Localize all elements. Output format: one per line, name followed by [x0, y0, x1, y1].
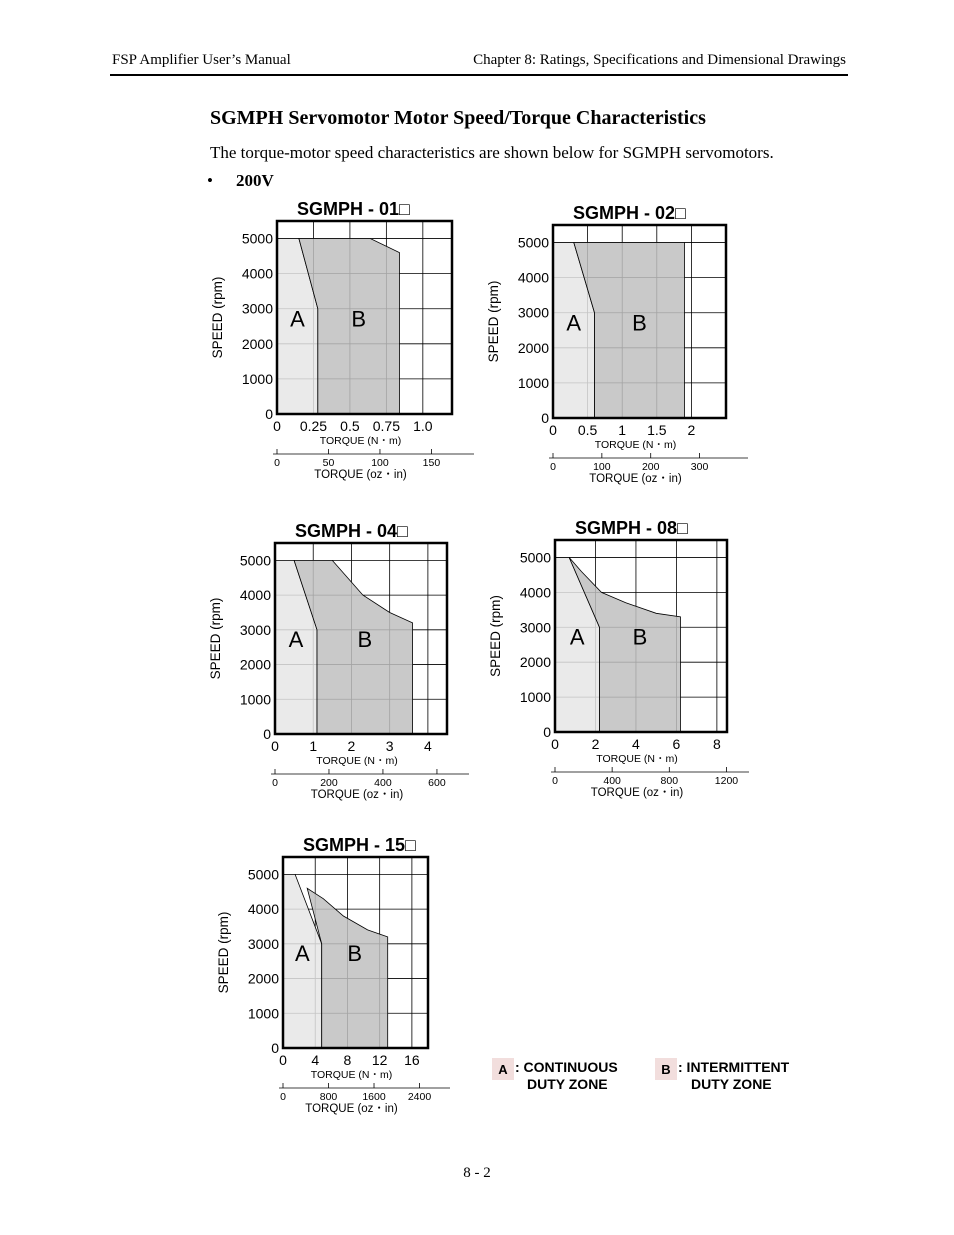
secondary-tick-label: 400 — [374, 777, 392, 789]
legend-key-b: B — [661, 1062, 671, 1077]
x-tick-label: 1.5 — [647, 422, 667, 438]
y-axis-label: SPEED (rpm) — [210, 276, 225, 359]
x-tick-label: 8 — [712, 736, 721, 752]
x-tick-label: 2 — [347, 738, 356, 754]
y-tick-label: 0 — [265, 406, 273, 422]
y-tick-label: 0 — [543, 724, 551, 740]
y-tick-label: 4000 — [239, 587, 271, 604]
y-axis-label: SPEED (rpm) — [216, 911, 231, 994]
y-tick-label: 4000 — [519, 584, 551, 601]
y-tick-label: 4000 — [517, 269, 549, 286]
y-tick-label: 4000 — [241, 265, 273, 282]
zone-b-label: B — [632, 624, 648, 650]
x-tick-label: 0 — [271, 738, 279, 754]
secondary-tick-label: 800 — [319, 1091, 338, 1103]
legend-key-a: A — [498, 1062, 508, 1077]
zone-a-label: A — [290, 306, 305, 332]
secondary-tick-label: 2400 — [407, 1091, 432, 1103]
x-tick-label: 0.5 — [577, 422, 598, 438]
y-tick-label: 1000 — [241, 370, 273, 387]
intro-paragraph: The torque-motor speed characteristics are shown below for SGMPH servomotors. — [210, 143, 774, 162]
page-number: 8 - 2 — [463, 1165, 491, 1181]
header-chapter-title: Chapter 8: Ratings, Specifications and Dimensional Drawings — [473, 52, 846, 68]
y-tick-label: 1000 — [247, 1005, 279, 1022]
y-tick-label: 2000 — [517, 339, 549, 356]
zone-b-label: B — [347, 941, 363, 967]
zone-b-label: B — [357, 627, 373, 653]
x-tick-label: 4 — [423, 738, 432, 754]
y-tick-label: 5000 — [517, 234, 549, 251]
secondary-tick-label: 200 — [641, 461, 660, 473]
y-axis-label: SPEED (rpm) — [208, 597, 223, 680]
y-tick-label: 0 — [541, 410, 549, 426]
chart-5 — [279, 857, 450, 1088]
y-tick-label: 2000 — [247, 970, 279, 987]
y-tick-label: 1000 — [519, 689, 551, 706]
secondary-axis-label: TORQUE (oz・in) — [314, 469, 407, 481]
x-tick-label: 1.0 — [413, 418, 433, 434]
x-tick-label: 3 — [385, 738, 394, 754]
secondary-axis-label: TORQUE (oz・in) — [590, 787, 684, 799]
y-tick-label: 2000 — [519, 654, 551, 671]
chart-3 — [271, 543, 469, 774]
zone-b-label: B — [351, 306, 367, 332]
secondary-tick-label: 1200 — [714, 775, 739, 787]
zone-b-label: B — [632, 310, 647, 336]
y-tick-label: 0 — [271, 1040, 279, 1056]
x-axis-label: TORQUE (N・m) — [310, 1069, 393, 1081]
x-tick-label: 0.75 — [372, 418, 400, 434]
secondary-tick-label: 0 — [274, 457, 280, 469]
x-tick-label: 0 — [279, 1052, 287, 1068]
secondary-tick-label: 0 — [272, 777, 278, 789]
x-axis-label: TORQUE (N・m) — [316, 755, 398, 767]
y-tick-label: 2000 — [239, 656, 271, 673]
legend-b-line1: : INTERMITTENT — [678, 1059, 790, 1075]
section-title: SGMPH Servomotor Motor Speed/Torque Characteristics — [210, 107, 706, 129]
bullet-dot: • — [207, 171, 213, 190]
y-axis-label: SPEED (rpm) — [488, 595, 503, 677]
legend-b-line2: DUTY ZONE — [691, 1076, 772, 1092]
x-axis-label: TORQUE (N・m) — [319, 435, 402, 447]
y-tick-label: 5000 — [519, 549, 551, 566]
x-tick-label: 1 — [618, 422, 627, 438]
chart-title: SGMPH - 15□ — [303, 835, 416, 855]
secondary-axis-label: TORQUE (oz・in) — [305, 1103, 398, 1115]
secondary-tick-label: 300 — [690, 461, 709, 473]
y-tick-label: 4000 — [247, 901, 279, 918]
secondary-tick-label: 100 — [593, 461, 611, 473]
chart-title: SGMPH - 02□ — [573, 203, 686, 223]
y-tick-label: 3000 — [247, 935, 279, 952]
secondary-axis-label: TORQUE (oz・in) — [310, 789, 404, 801]
x-tick-label: 0 — [273, 418, 281, 434]
x-tick-label: 2 — [687, 422, 696, 438]
voltage-bullet: 200V — [236, 171, 274, 190]
secondary-tick-label: 600 — [428, 777, 446, 789]
chart-title: SGMPH - 08□ — [575, 518, 688, 538]
y-tick-label: 5000 — [241, 230, 273, 247]
x-tick-label: 12 — [371, 1052, 388, 1068]
y-tick-label: 3000 — [517, 304, 549, 321]
secondary-tick-label: 0 — [550, 461, 556, 473]
secondary-tick-label: 150 — [422, 457, 441, 469]
y-tick-label: 2000 — [241, 335, 273, 352]
x-tick-label: 2 — [591, 736, 600, 752]
x-tick-label: 0 — [549, 422, 557, 438]
secondary-tick-label: 100 — [371, 457, 389, 469]
secondary-axis-label: TORQUE (oz・in) — [589, 473, 682, 485]
y-tick-label: 3000 — [239, 621, 271, 638]
y-axis-label: SPEED (rpm) — [486, 280, 501, 363]
zone-a-label: A — [569, 624, 585, 650]
secondary-tick-label: 1600 — [362, 1091, 386, 1103]
header-manual-title: FSP Amplifier User’s Manual — [112, 52, 291, 68]
y-tick-label: 0 — [263, 726, 271, 742]
x-tick-label: 6 — [672, 736, 681, 752]
x-tick-label: 0.25 — [299, 418, 328, 434]
secondary-tick-label: 400 — [603, 775, 621, 787]
x-axis-label: TORQUE (N・m) — [594, 439, 677, 451]
secondary-tick-label: 0 — [280, 1091, 286, 1103]
x-tick-label: 0 — [551, 736, 559, 752]
x-tick-label: 0.5 — [340, 418, 360, 434]
legend-a-line2: DUTY ZONE — [527, 1076, 608, 1092]
x-tick-label: 4 — [311, 1052, 320, 1068]
y-tick-label: 3000 — [519, 619, 551, 636]
chart-title: SGMPH - 04□ — [295, 521, 408, 541]
secondary-tick-label: 0 — [552, 775, 558, 787]
x-tick-label: 4 — [632, 736, 640, 752]
y-tick-label: 5000 — [247, 866, 279, 883]
x-tick-label: 1 — [309, 738, 318, 754]
secondary-tick-label: 800 — [660, 775, 679, 787]
y-tick-label: 1000 — [239, 691, 271, 708]
zone-a-label: A — [294, 941, 310, 967]
zone-a-label: A — [288, 627, 304, 653]
x-axis-label: TORQUE (N・m) — [596, 753, 678, 765]
secondary-tick-label: 200 — [320, 777, 338, 789]
x-tick-label: 8 — [343, 1052, 352, 1068]
y-tick-label: 5000 — [239, 552, 271, 569]
chart-title: SGMPH - 01□ — [297, 199, 410, 219]
zone-a-label: A — [566, 310, 582, 336]
secondary-tick-label: 50 — [322, 457, 335, 469]
y-tick-label: 1000 — [517, 374, 549, 391]
x-tick-label: 16 — [404, 1052, 420, 1068]
legend-a-line1: : CONTINUOUS — [515, 1059, 618, 1075]
y-tick-label: 3000 — [241, 300, 273, 317]
